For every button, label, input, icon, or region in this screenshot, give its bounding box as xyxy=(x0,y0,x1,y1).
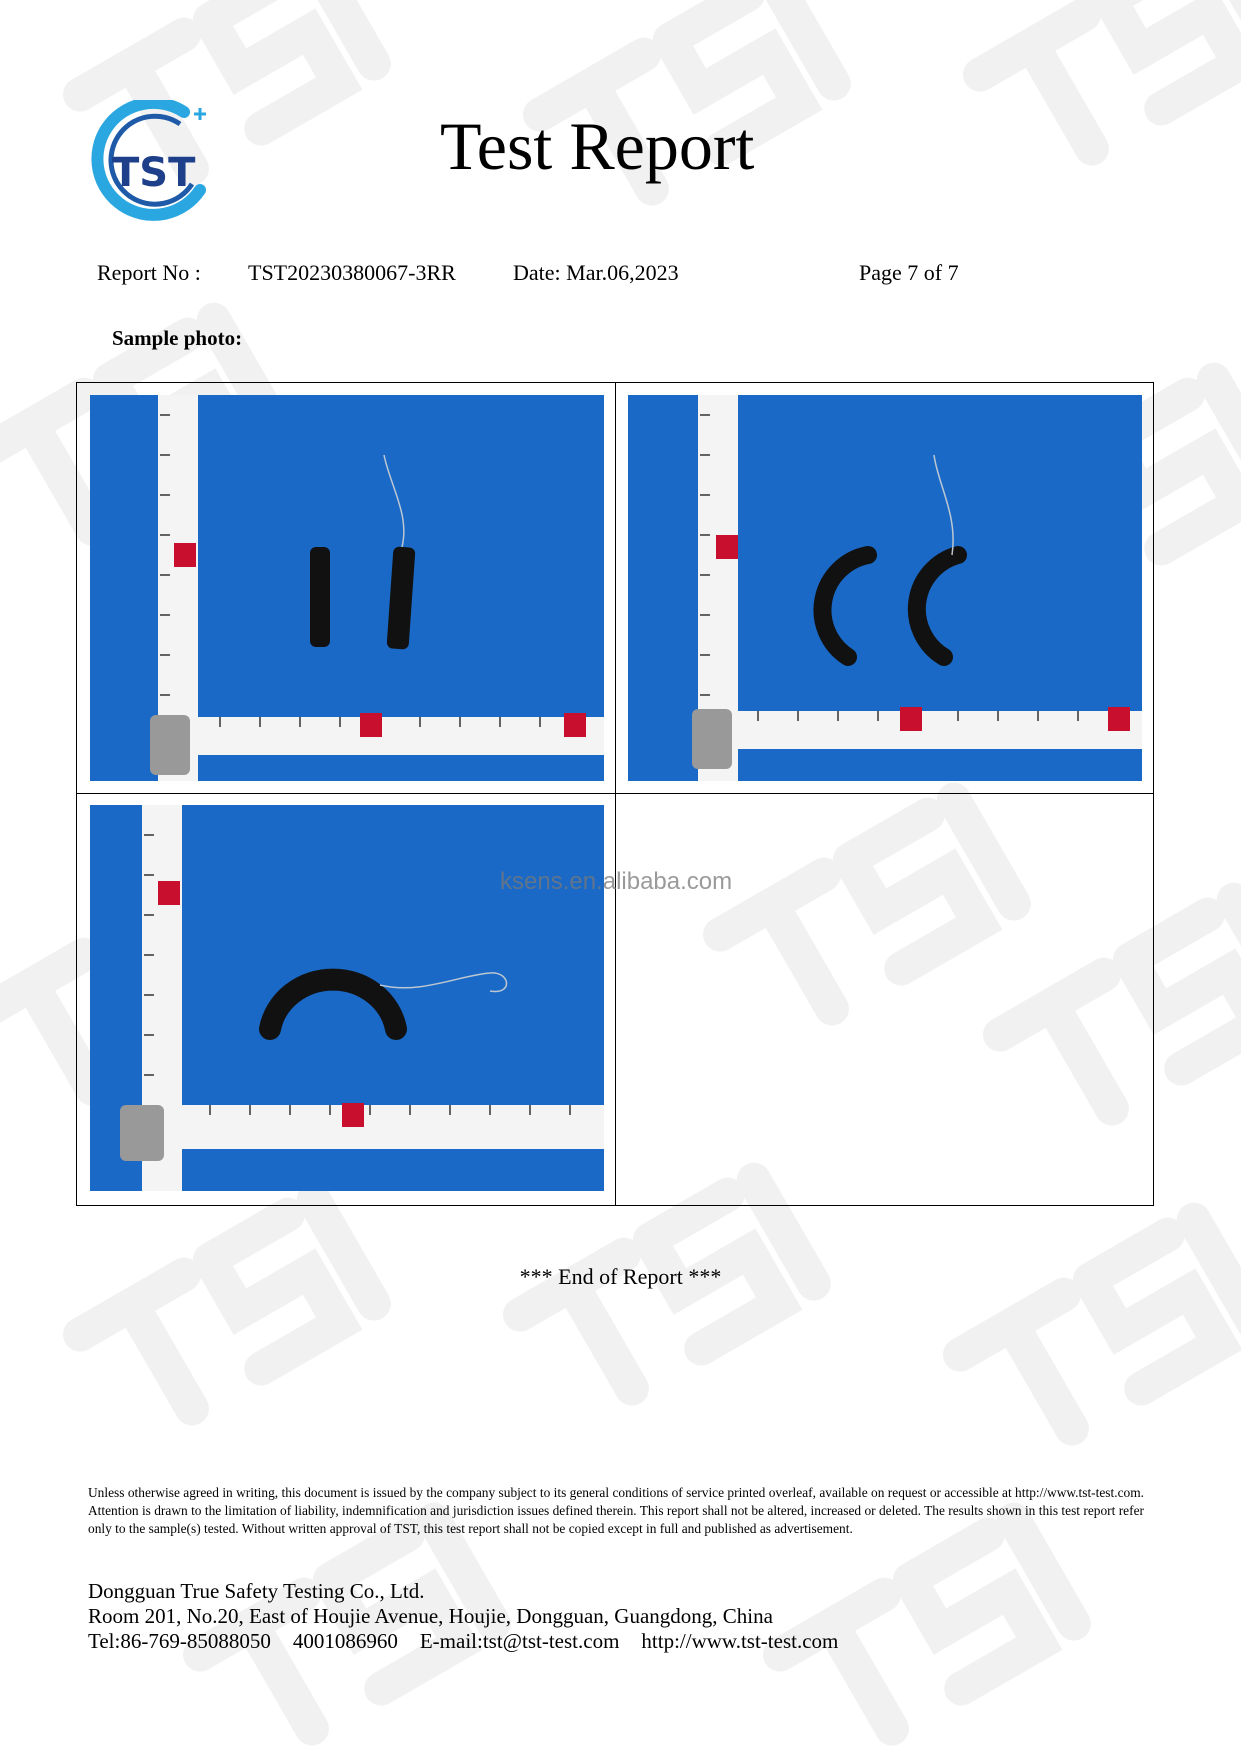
page-number: Page 7 of 7 xyxy=(859,260,959,285)
photo-grid xyxy=(76,382,1154,1206)
report-number: TST20230380067-3RR xyxy=(248,260,456,285)
hotline-number: 4001086960 xyxy=(292,1629,398,1653)
contact-line xyxy=(88,1629,860,1654)
tst-logo xyxy=(88,100,216,228)
grid-divider-vertical xyxy=(615,383,616,1205)
end-of-report: *** End of Report *** xyxy=(519,1264,722,1289)
sample-photo-1 xyxy=(90,395,604,781)
sample-photo-2 xyxy=(628,395,1142,781)
grid-divider-horizontal xyxy=(77,793,1153,794)
report-no-label: Report No : xyxy=(97,260,201,285)
email-address: E-mail:tst@tst-test.com xyxy=(419,1629,620,1653)
sample-photo-3 xyxy=(90,805,604,1191)
report-date: Date: Mar.06,2023 xyxy=(513,260,679,285)
disclaimer-text: Unless otherwise agreed in writing, this document is issued by the company subject to its general conditions of service printed overleaf, available on request or accessible at http://www.tst-test.com. Attention is drawn to the limitation of liability, indemnification and jurisdiction issues defined therein. This report shall not be altered, increased or deleted. The results shown in this test report refer only to the sample(s) tested. Without written approval of TST, this test report shall not be copied except in full and published as advertisement. xyxy=(88,1485,1144,1536)
site-watermark: ksens.en.alibaba.com xyxy=(500,868,733,895)
company-footer xyxy=(88,1579,860,1654)
company-name: Dongguan True Safety Testing Co., Ltd. xyxy=(88,1579,425,1603)
page-title: Test Report xyxy=(440,108,755,184)
company-address: Room 201, No.20, East of Houjie Avenue, Houjie, Dongguan, Guangdong, China xyxy=(88,1604,773,1628)
phone-number: Tel:86-769-85088050 xyxy=(88,1629,271,1653)
website-link: http://www.tst-test.com xyxy=(641,1629,839,1653)
logo-text: TST xyxy=(112,150,196,196)
section-title: Sample photo: xyxy=(112,326,243,350)
